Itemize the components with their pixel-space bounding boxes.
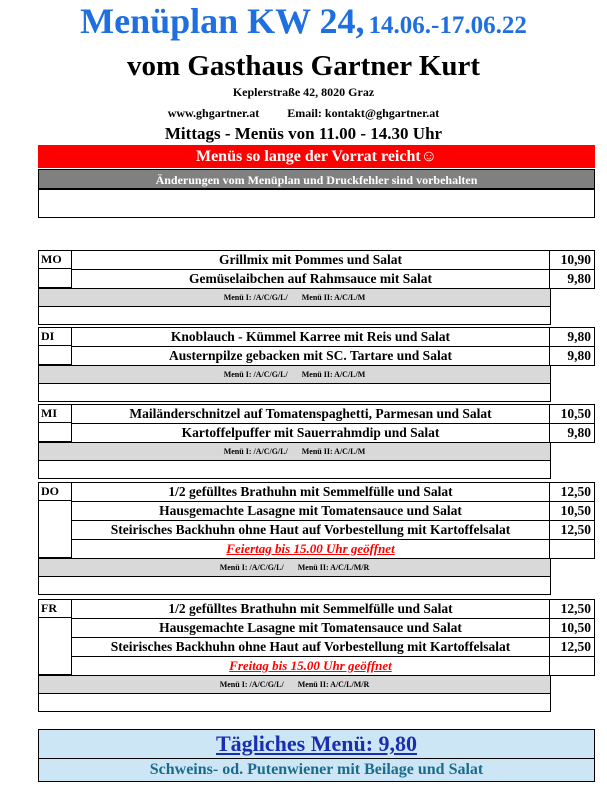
- opening-hours: Mittags - Menüs von 11.00 - 14.30 Uhr: [164, 124, 443, 143]
- allergens-menu-2: Menü II: A/C/L/M: [301, 293, 366, 302]
- allergens-menu-2: Menü II: A/C/L/M: [301, 447, 366, 456]
- dish-name: 1/2 gefülltes Brathuhn mit Semmelfülle und Salat: [71, 599, 550, 619]
- dish-price: 10,90: [549, 250, 595, 270]
- separator-row: [38, 576, 551, 595]
- dish-price: 10,50: [549, 618, 595, 638]
- dish-price: 10,50: [549, 501, 595, 521]
- allergens-menu-2: Menü II: A/C/L/M/R: [297, 680, 370, 689]
- page-title: [0, 0, 607, 42]
- dish-name: Grillmix mit Pommes und Salat: [71, 250, 550, 270]
- allergens-menu-1: Menü I: /A/C/G/L/: [219, 563, 284, 572]
- holiday-note: Feiertag bis 15.00 Uhr geöffnet: [226, 541, 395, 556]
- dish-price: 9,80: [549, 346, 595, 366]
- dish-price: 12,50: [549, 637, 595, 657]
- day-label: MO: [38, 250, 72, 269]
- note-row: [71, 656, 550, 676]
- dish-price: 9,80: [549, 327, 595, 347]
- day-spacer: [38, 345, 72, 365]
- allergens-menu-2: Menü II: A/C/L/M/R: [297, 563, 370, 572]
- dish-name: 1/2 gefülltes Brathuhn mit Semmelfülle und Salat: [71, 482, 550, 502]
- allergen-row: [38, 365, 551, 384]
- day-label: MI: [38, 404, 72, 423]
- dish-name: Mailänderschnitzel auf Tomatenspaghetti, Parmesan und Salat: [71, 404, 550, 424]
- dish-price: 12,50: [549, 599, 595, 619]
- day-spacer: [38, 422, 72, 442]
- title-dates: 14.06.-17.06.22: [368, 12, 527, 39]
- day-spacer: [38, 268, 72, 288]
- separator-row: [38, 693, 551, 712]
- allergens-menu-1: Menü I: /A/C/G/L/: [223, 447, 288, 456]
- allergens-menu-1: Menü I: /A/C/G/L/: [219, 680, 284, 689]
- dish-name: Steirisches Backhuhn ohne Haut auf Vorbestellung mit Kartoffelsalat: [71, 637, 550, 657]
- restaurant-name: vom Gasthaus Gartner Kurt: [126, 50, 481, 82]
- day-label: DI: [38, 327, 72, 346]
- disclaimer-banner: Änderungen vom Menüplan und Druckfehler sind vorbehalten: [38, 169, 595, 189]
- dish-name: Austernpilze gebacken mit SC. Tartare und Salat: [71, 346, 550, 366]
- address: Keplerstraße 42, 8020 Graz: [232, 85, 375, 99]
- note-price-blank: [549, 656, 595, 676]
- note-price-blank: [549, 539, 595, 559]
- empty-box: [38, 189, 595, 218]
- allergen-row: [38, 558, 551, 577]
- day-label: DO: [38, 482, 72, 501]
- website-link[interactable]: www.ghgartner.at: [167, 106, 260, 120]
- allergen-row: [38, 442, 551, 461]
- allergens-menu-1: Menü I: /A/C/G/L/: [223, 370, 288, 379]
- dish-price: 12,50: [549, 482, 595, 502]
- dish-name: Gemüselaibchen auf Rahmsauce mit Salat: [71, 269, 550, 289]
- allergen-row: [38, 675, 551, 694]
- day-label: FR: [38, 599, 72, 618]
- separator-row: [38, 383, 551, 402]
- separator-row: [38, 306, 551, 325]
- daily-menu-description: Schweins- od. Putenwiener mit Beilage und Salat: [149, 761, 484, 778]
- daily-menu: [38, 729, 595, 782]
- dish-name: Knoblauch - Kümmel Karree mit Reis und Salat: [71, 327, 550, 347]
- dish-price: 10,50: [549, 404, 595, 424]
- email-link[interactable]: Email: kontakt@ghgartner.at: [287, 106, 440, 120]
- dish-price: 9,80: [549, 269, 595, 289]
- title-main: Menüplan KW 24,: [80, 1, 365, 41]
- allergens-menu-1: Menü I: /A/C/G/L/: [223, 293, 288, 302]
- availability-banner: Menüs so lange der Vorrat reicht☺: [38, 145, 595, 168]
- dish-name: Hausgemachte Lasagne mit Tomatensauce und Salat: [71, 501, 550, 521]
- separator-row: [38, 460, 551, 479]
- daily-menu-title: Tägliches Menü: 9,80: [39, 730, 594, 759]
- dish-name: Hausgemachte Lasagne mit Tomatensauce und Salat: [71, 618, 550, 638]
- dish-name: Kartoffelpuffer mit Sauerrahmdip und Salat: [71, 423, 550, 443]
- day-spacer: [38, 500, 72, 558]
- dish-name: Steirisches Backhuhn ohne Haut auf Vorbestellung mit Kartoffelsalat: [71, 520, 550, 540]
- day-spacer: [38, 617, 72, 675]
- holiday-note: Freitag bis 15.00 Uhr geöffnet: [229, 658, 392, 673]
- contact-line: [0, 106, 607, 121]
- dish-price: 9,80: [549, 423, 595, 443]
- note-row: [71, 539, 550, 559]
- allergen-row: [38, 288, 551, 307]
- allergens-menu-2: Menü II: A/C/L/M: [301, 370, 366, 379]
- dish-price: 12,50: [549, 520, 595, 540]
